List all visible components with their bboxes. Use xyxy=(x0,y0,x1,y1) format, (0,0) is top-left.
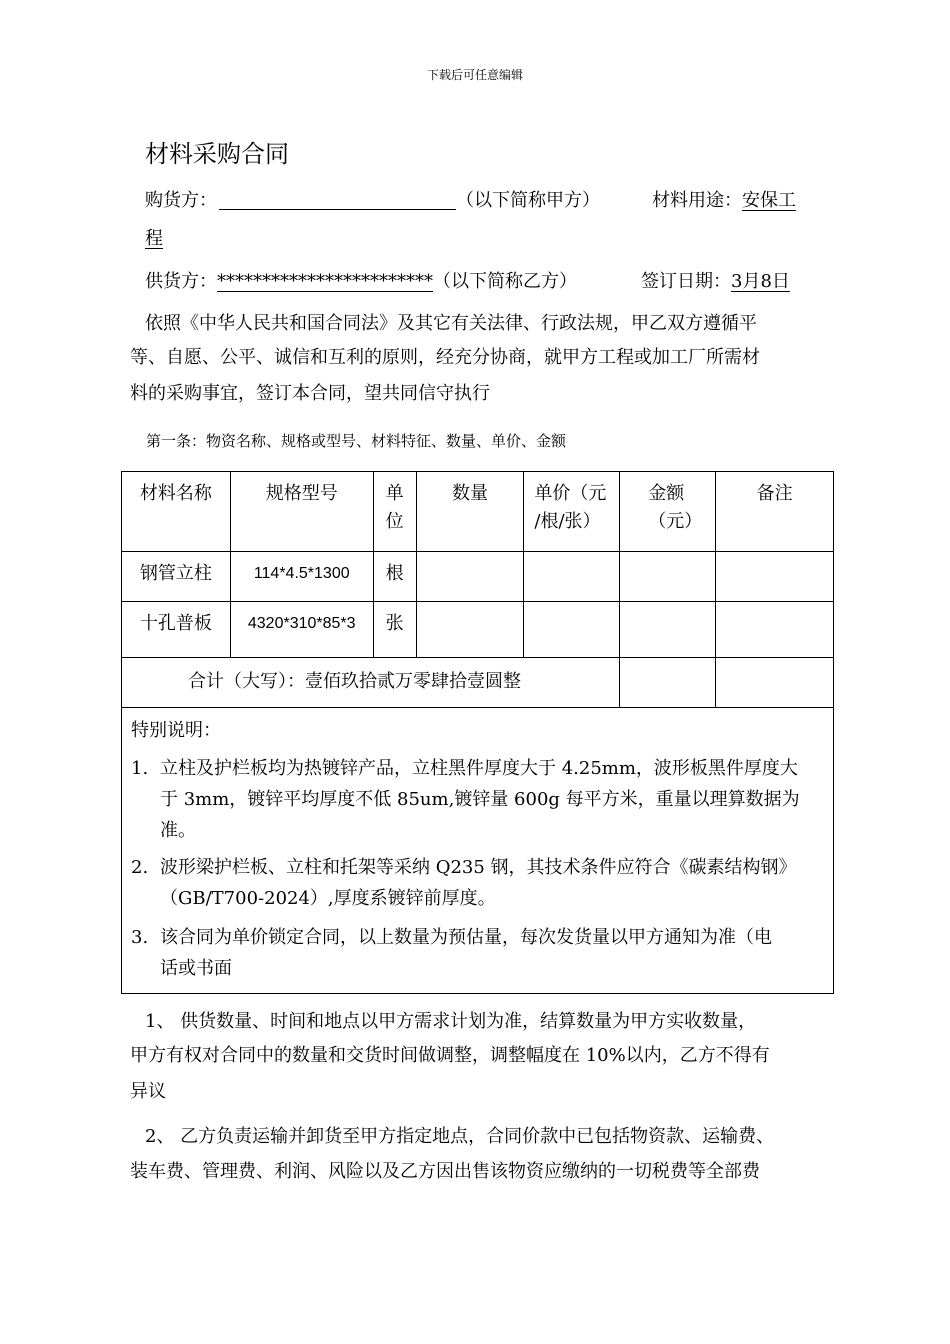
total-remark[interactable] xyxy=(716,658,834,708)
header-name: 材料名称 xyxy=(122,472,231,552)
buyer-line xyxy=(145,186,600,212)
clause-2-line-1: 2、 乙方负责运输并卸货至甲方指定地点，合同价款中已包括物资款、运输费、 xyxy=(145,1126,775,1147)
header-note: 下载后可任意编辑 xyxy=(426,68,523,82)
usage-line xyxy=(652,186,796,212)
usage-label: 材料用途： xyxy=(652,190,742,211)
clause-2-line-2: 装车费、管理费、利润、风险以及乙方因出售该物资应缴纳的一切税费等全部费 xyxy=(130,1161,760,1182)
note-number: 3. xyxy=(131,927,149,948)
intro-line-3: 料的采购事宜，签订本合同，望共同信守执行 xyxy=(130,383,490,404)
row-remark[interactable] xyxy=(716,602,834,658)
usage-value-cont: 程 xyxy=(145,228,163,249)
supplier-line xyxy=(145,267,577,293)
table-header-row xyxy=(122,472,834,552)
row-unit: 根 xyxy=(373,552,416,602)
clause-1-line-2: 甲方有权对合同中的数量和交货时间做调整，调整幅度在 10%以内，乙方不得有 xyxy=(130,1045,770,1066)
special-note-1: 1. 立柱及护栏板均为热镀锌产品，立柱黑件厚度大于 4.25mm，波形板黑件厚度大 于 3mm，镀锌平均厚度不低 85um,镀锌量 600g 每平方米，重量以理算数据为 准。 xyxy=(131,753,826,846)
clause-1-line-1: 1、 供货数量、时间和地点以甲方需求计划为准，结算数量为甲方实收数量， xyxy=(145,1011,757,1032)
sign-date-label: 签订日期： xyxy=(641,271,731,292)
special-title: 特别说明： xyxy=(131,720,221,741)
row-price[interactable] xyxy=(524,602,620,658)
article-1-heading: 第一条：物资名称、规格或型号、材料特征、数量、单价、金额 xyxy=(146,432,567,450)
table-row xyxy=(122,602,834,658)
buyer-blank-field[interactable] xyxy=(219,191,456,210)
special-note-3: 3. 该合同为单价锁定合同，以上数量为预估量，每次发货量以甲方通知为准（电 话或书面 xyxy=(131,922,826,984)
buyer-suffix: （以下简称甲方） xyxy=(456,190,600,211)
supplier-label: 供货方： xyxy=(145,271,217,292)
table-total-row xyxy=(122,658,834,708)
note-number: 1. xyxy=(131,758,149,779)
header-amount: 金额 （元） xyxy=(620,472,716,552)
row-name: 钢管立柱 xyxy=(122,552,231,602)
special-notes-box xyxy=(121,706,834,994)
row-remark[interactable] xyxy=(716,552,834,602)
buyer-label: 购货方： xyxy=(145,190,217,211)
header-price: 单价（元 /根/张） xyxy=(524,472,620,552)
document-title: 材料采购合同 xyxy=(145,140,289,168)
sign-date-line xyxy=(641,267,790,293)
header-spec: 规格型号 xyxy=(230,472,373,552)
intro-line-2: 等、自愿、公平、诚信和互利的原则，经充分协商，就甲方工程或加工厂所需材 xyxy=(130,347,760,368)
supplier-value: ************************ xyxy=(217,271,433,292)
total-amount[interactable] xyxy=(620,658,716,708)
intro-line-1: 依照《中华人民共和国合同法》及其它有关法律、行政法规，甲乙双方遵循平 xyxy=(145,313,757,334)
header-unit: 单 位 xyxy=(373,472,416,552)
total-label: 合计（大写）：壹佰玖拾贰万零肆拾壹圆整 xyxy=(122,658,620,708)
row-unit: 张 xyxy=(373,602,416,658)
special-note-2: 2. 波形梁护栏板、立柱和托架等采纳 Q235 钢，其技术条件应符合《碳素结构钢》 （GB/T700-2024）,厚度系镀锌前厚度。 xyxy=(131,852,826,914)
row-spec: 114*4.5*1300 xyxy=(230,552,373,602)
header-qty: 数量 xyxy=(416,472,524,552)
table-row xyxy=(122,552,834,602)
row-qty[interactable] xyxy=(416,602,524,658)
row-name: 十孔普板 xyxy=(122,602,231,658)
row-amount[interactable] xyxy=(620,552,716,602)
row-price[interactable] xyxy=(524,552,620,602)
row-amount[interactable] xyxy=(620,602,716,658)
row-qty[interactable] xyxy=(416,552,524,602)
materials-table xyxy=(121,471,834,708)
header-remark: 备注 xyxy=(716,472,834,552)
supplier-suffix: （以下简称乙方） xyxy=(433,271,577,292)
row-spec: 4320*310*85*3 xyxy=(230,602,373,658)
sign-date-value: 3月8日 xyxy=(731,271,790,292)
usage-value: 安保工 xyxy=(742,190,796,211)
clause-1-line-3: 异议 xyxy=(130,1081,166,1102)
note-number: 2. xyxy=(131,857,149,878)
